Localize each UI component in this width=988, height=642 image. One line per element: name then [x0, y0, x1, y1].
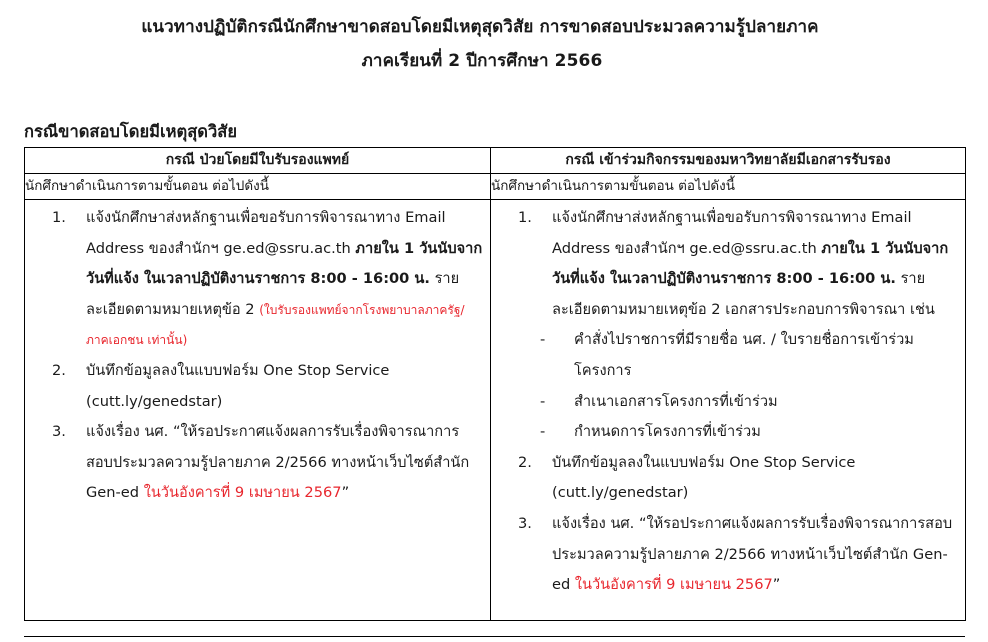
closing-quote: ” [341, 484, 350, 502]
section-heading: กรณีขาดสอบโดยมีเหตุสุดวิสัย [24, 122, 238, 141]
step-text: รายละเอียดตามหมายเหตุข้อ 2 [86, 270, 460, 318]
step-number: 2. [52, 361, 66, 379]
step-number: 1. [518, 209, 532, 226]
right-step-3 [491, 509, 965, 601]
announcement-date: ในวันอังคารที่ 9 เมษายน 2567 [143, 484, 342, 502]
table-intro-row [25, 174, 966, 200]
dash-bullet: - [540, 331, 546, 349]
document-title-line1: แนวทางปฏิบัติกรณีนักศึกษาขาดสอบโดยมีเหตุสุดวิสัย การขาดสอบประมวลความรู้ปลายภาค [141, 17, 819, 37]
step-text: แจ้งนักศึกษาส่งหลักฐานเพื่อขอรับการพิจารณาทาง Email Address ของสำนักฯ ge.ed@ssru.ac.th [552, 209, 912, 257]
deadline-text: ภายใน 1 วันนับจากวันที่แจ้ง ในเวลาปฏิบัติงานราชการ 8:00 - 16:00 น. [86, 239, 483, 288]
table-header-row [25, 148, 966, 174]
deadline-text: ภายใน 1 วันนับจากวันที่แจ้ง ในเวลาปฏิบัติงานราชการ 8:00 - 16:00 น. [552, 239, 949, 288]
step-number: 3. [52, 423, 66, 441]
step-text: แจ้งนักศึกษาส่งหลักฐานเพื่อขอรับการพิจารณาทาง Email Address ของสำนักฯ ge.ed@ssru.ac.th [86, 209, 446, 257]
right-sub-item-2 [491, 387, 965, 418]
step-text: แจ้งเรื่อง นศ. “ให้รอประกาศแจ้งผลการรับเรื่องพิจารณาการสอบประมวลความรู้ปลายภาค 2/2566 ทางหน้าเว็บไซต์สำนัก Gen-ed [86, 423, 470, 502]
left-body-cell [25, 200, 491, 621]
left-intro: นักศึกษาดำเนินการตามขั้นตอน ต่อไปดังนี้ [25, 174, 491, 200]
closing-quote: ” [772, 576, 781, 594]
right-sub-item-1 [491, 325, 965, 386]
right-step-1 [491, 203, 965, 325]
dash-bullet: - [540, 392, 546, 410]
guideline-table [24, 147, 966, 621]
right-column-header: กรณี เข้าร่วมกิจกรรมของมหาวิทยาลัยมีเอกสารรับรอง [491, 148, 966, 174]
sub-item-text: คำสั่งไปราชการที่มีรายชื่อ นศ. / ใบรายชื่อการเข้าร่วมโครงการ [574, 331, 914, 379]
red-note: (ใบรับรองแพทย์จากโรงพยาบาลภาครัฐ/ภาคเอกชน เท่านั้น) [86, 302, 465, 348]
step-text: แจ้งเรื่อง นศ. “ให้รอประกาศแจ้งผลการรับเรื่องพิจารณาการสอบประมวลความรู้ปลายภาค 2/2566 ทางหน้าเว็บไซต์สำนัก Gen-ed [552, 514, 953, 594]
step-text: บันทึกข้อมูลลงในแบบฟอร์ม One Stop Service (cutt.ly/genedstar) [86, 361, 390, 410]
step-number: 2. [518, 453, 532, 471]
sub-item-text: กำหนดการโครงการที่เข้าร่วม [574, 423, 761, 441]
dash-bullet: - [540, 423, 546, 441]
step-text: บันทึกข้อมูลลงในแบบฟอร์ม One Stop Service (cutt.ly/genedstar) [552, 453, 856, 502]
bottom-rule [24, 636, 965, 637]
step-number: 3. [518, 514, 532, 532]
right-intro: นักศึกษาดำเนินการตามขั้นตอน ต่อไปดังนี้ [491, 174, 966, 200]
announcement-date: ในวันอังคารที่ 9 เมษายน 2567 [574, 576, 773, 594]
left-step-2 [25, 356, 490, 417]
left-column-header: กรณี ป่วยโดยมีใบรับรองแพทย์ [25, 148, 491, 174]
table-body-row [25, 200, 966, 621]
left-step-3 [25, 417, 490, 509]
sub-item-text: สำเนาเอกสารโครงการที่เข้าร่วม [574, 392, 778, 410]
step-text: รายละเอียดตามหมายเหตุข้อ 2 เอกสารประกอบการพิจารณา เช่น [552, 270, 935, 318]
right-sub-item-3 [491, 417, 965, 448]
right-step-2 [491, 448, 965, 509]
document-title-line2: ภาคเรียนที่ 2 ปีการศึกษา 2566 [361, 51, 603, 71]
step-number: 1. [52, 209, 66, 226]
right-body-cell [491, 200, 966, 621]
left-step-1 [25, 203, 490, 356]
